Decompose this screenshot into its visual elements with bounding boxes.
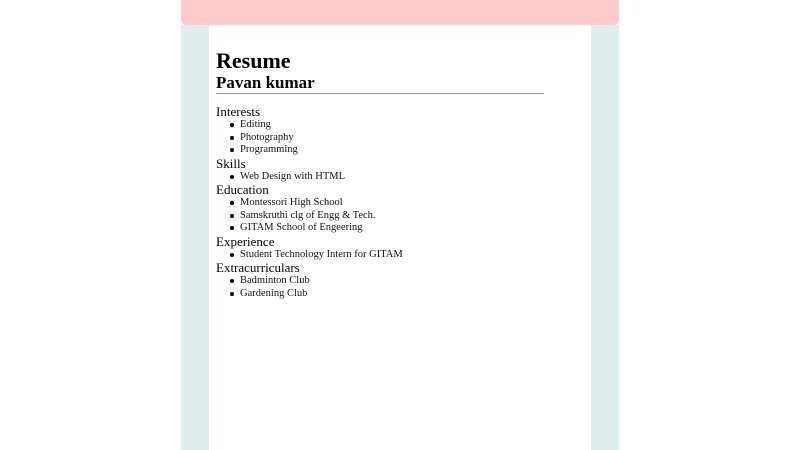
- section-experience: [216, 235, 544, 262]
- list-item: Badminton Club: [240, 275, 544, 288]
- list-item: Gardening Club: [240, 288, 544, 301]
- list-item: Web Design with HTML: [240, 171, 544, 184]
- item-list: [216, 275, 544, 300]
- list-item: Photography: [240, 132, 544, 145]
- person-name: Pavan kumar: [216, 74, 544, 94]
- item-list: [216, 249, 544, 262]
- list-item: Student Technology Intern for GITAM: [240, 249, 544, 262]
- section-interests: [216, 105, 544, 157]
- section-skills: [216, 157, 544, 184]
- section-education: [216, 183, 544, 235]
- section-heading: Experience: [216, 233, 275, 249]
- right-side-panel: [591, 25, 619, 450]
- list-item: GITAM School of Engeering: [240, 222, 544, 235]
- top-banner: [181, 0, 619, 25]
- left-side-panel: [181, 25, 209, 450]
- list-item: Samskruthi clg of Engg & Tech.: [240, 210, 544, 223]
- section-extracurriculars: [216, 261, 544, 300]
- section-heading: Education: [216, 182, 269, 197]
- page-title: Resume: [216, 48, 291, 73]
- resume-content: [216, 48, 544, 300]
- section-heading: Interests: [216, 104, 261, 119]
- item-list: [216, 171, 544, 184]
- item-list: [216, 197, 544, 235]
- list-item: Programming: [240, 144, 544, 157]
- list-item: Editing: [240, 119, 544, 132]
- item-list: [216, 119, 544, 157]
- section-heading: Skills: [216, 155, 246, 171]
- list-item: Montessori High School: [240, 197, 544, 210]
- section-heading: Extracurriculars: [216, 260, 300, 275]
